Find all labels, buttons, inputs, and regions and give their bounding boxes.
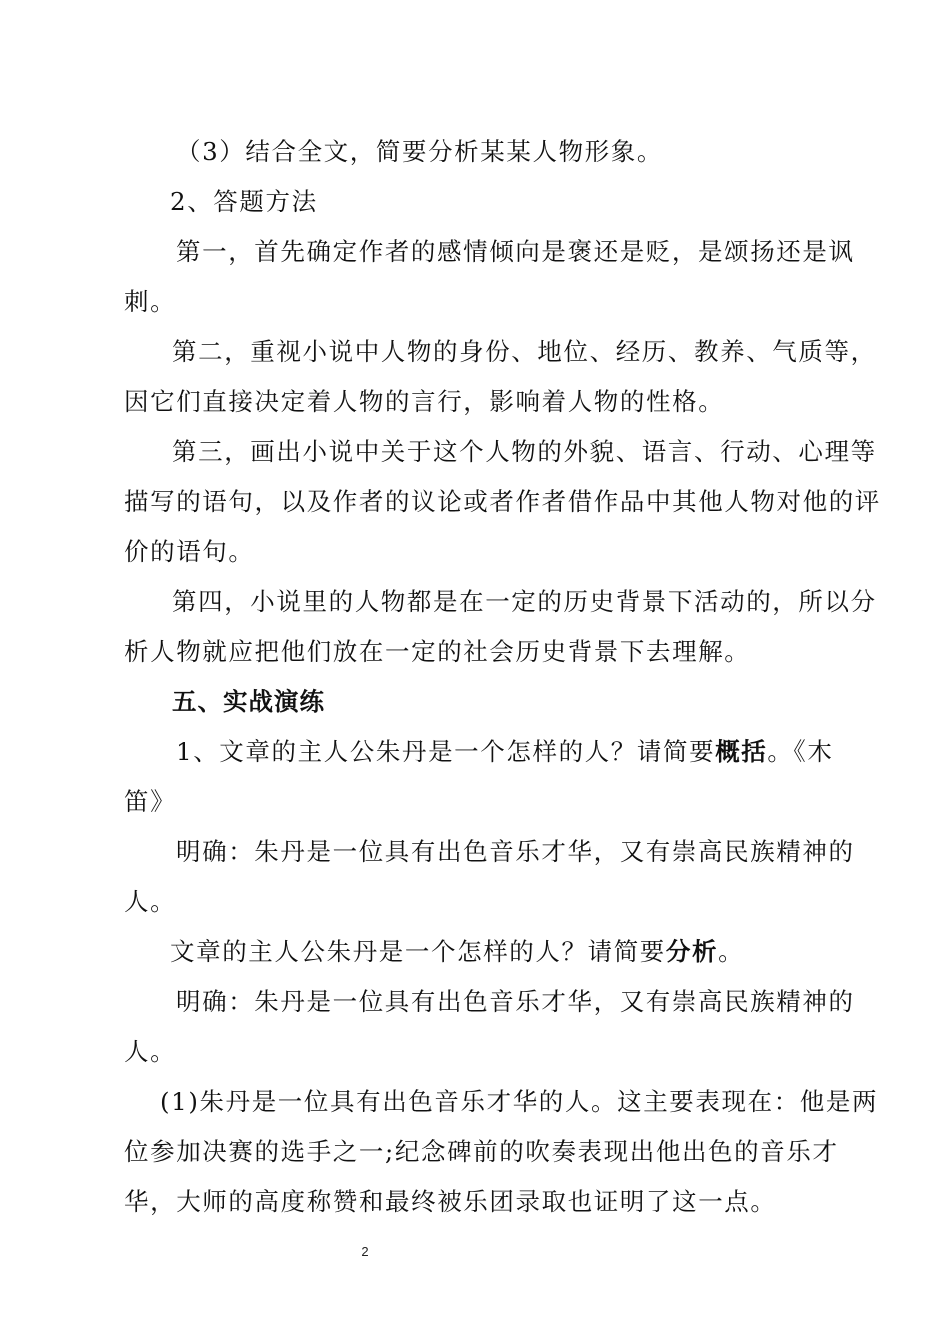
section-answer-method: 2、答题方法 (170, 187, 318, 216)
paragraph-first-line1: 第一，首先确定作者的感情倾向是褒还是贬，是颂扬还是讽 (176, 237, 855, 266)
answer-1-line1: 明确：朱丹是一位具有出色音乐才华，又有崇高民族精神的 (176, 837, 855, 866)
answer-1-line2: 人。 (124, 887, 177, 916)
paragraph-fourth-line1: 第四，小说里的人物都是在一定的历史背景下活动的，所以分 (172, 587, 877, 616)
question-1-keyword: 概括 (715, 737, 768, 766)
question-2-text: 文章的主人公朱丹是一个怎样的人？请简要 (170, 937, 666, 966)
question-1-text: 1、文章的主人公朱丹是一个怎样的人？请简要 (176, 737, 716, 766)
analysis-point-1-line1: (1)朱丹是一位具有出色音乐才华的人。这主要表现在：他是两 (160, 1087, 879, 1116)
paragraph-third-line1: 第三，画出小说中关于这个人物的外貌、语言、行动、心理等 (172, 437, 877, 466)
question-1-source: 。《木 (767, 737, 834, 766)
paragraph-fourth-line2: 析人物就应把他们放在一定的社会历史背景下去理解。 (124, 637, 751, 666)
question-2-end: 。 (718, 937, 745, 966)
question-2-keyword: 分析 (665, 937, 719, 966)
question-1-line2: 笛》 (124, 787, 177, 816)
paragraph-second-line2: 因它们直接决定着人物的言行，影响着人物的性格。 (124, 387, 725, 416)
paragraph-third-line2: 描写的语句，以及作者的议论或者作者借作品中其他人物对他的评 (124, 487, 881, 516)
question-2-line (170, 936, 890, 968)
paragraph-first-line2: 刺。 (124, 287, 177, 316)
answer-2-line2: 人。 (124, 1037, 177, 1066)
paragraph-third-line3: 价的语句。 (124, 537, 255, 566)
paragraph-second-line1: 第二，重视小说中人物的身份、地位、经历、教养、气质等， (172, 337, 877, 366)
answer-2-line1: 明确：朱丹是一位具有出色音乐才华，又有崇高民族精神的 (176, 987, 855, 1016)
page-number: 2 (361, 1244, 369, 1259)
question-3-line: （3）结合全文，简要分析某某人物形象。 (176, 137, 663, 166)
section-heading-practice: 五、实战演练 (172, 687, 325, 716)
analysis-point-1-line3: 华，大师的高度称赞和最终被乐团录取也证明了这一点。 (124, 1187, 777, 1216)
question-1-line1 (176, 736, 896, 768)
analysis-point-1-line2: 位参加决赛的选手之一;纪念碑前的吹奏表现出他出色的音乐才 (124, 1137, 839, 1166)
